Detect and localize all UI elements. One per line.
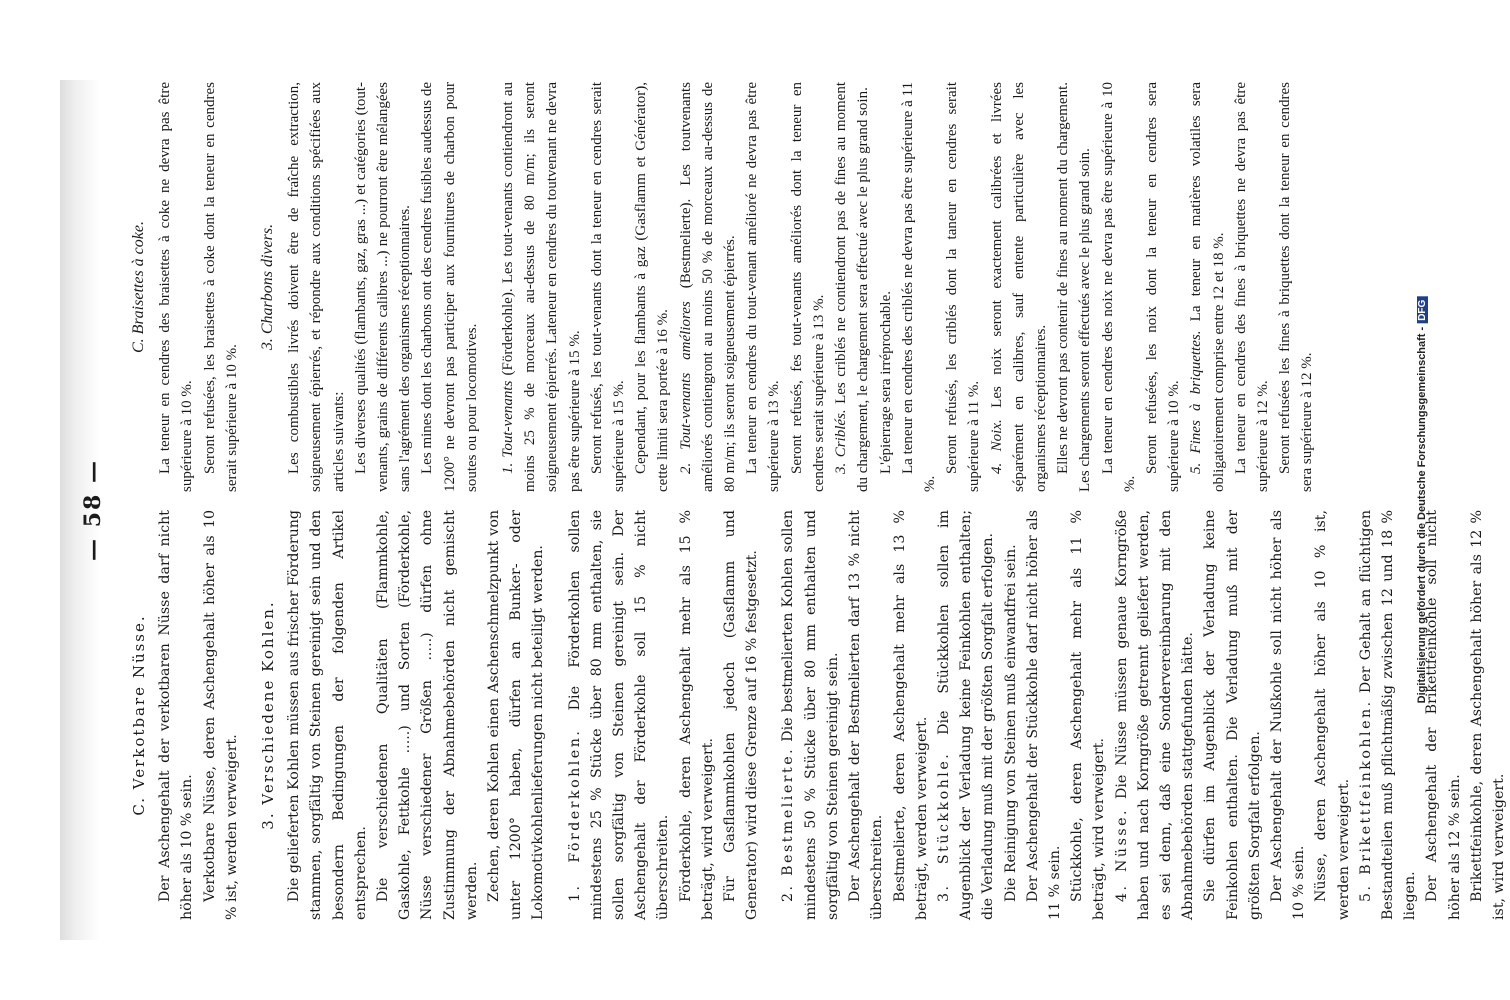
german-section-1-c: Für Gasflammkohlen jedoch (Gasflamm und Generator) wird diese Grenze auf 16 % festgesetzt. xyxy=(722,510,761,920)
french-heading-c: C. Braisettes à coke. xyxy=(130,221,147,353)
french-column xyxy=(128,82,1319,492)
german-section-3-b: Die Reinigung von Steinen muß einwandfrei sein. xyxy=(1002,544,1019,902)
german-section-2-b: Der Aschengehalt der Bestmelierten darf 13 % nicht überschreiten. xyxy=(847,510,886,920)
page-number: — 58 — xyxy=(80,459,106,561)
french-c-paragraph-2: Seront refusées, les braisettes à coke dont la teneur en cendres serait supérieure à 10 %. xyxy=(201,82,240,492)
german-section-1-b: Förderkohle, deren Aschengehalt mehr als 15 % beträgt, wird verweigert. xyxy=(677,510,716,920)
german-section-2-c: Bestmelierte, deren Aschengehalt mehr als 13 % beträgt, werden verweigert. xyxy=(891,510,930,920)
french-section-3-d: Seront refusés, les criblés dont la taneur en cendres serait supérieure à 11 %. xyxy=(944,82,983,492)
digitization-credit-text: Digitalisierung gefördert durch die Deutsche Forschungsgemeinschaft - xyxy=(1416,326,1428,704)
german-c-paragraph-2: Verkotbare Nüsse, deren Aschengehalt höher als 10 % ist, werden verweigert. xyxy=(201,510,240,920)
french-section-1-heading: 1. Tout-venants xyxy=(500,380,517,474)
german-section-3 xyxy=(933,510,1000,920)
german-section-5-text: Der Gehalt an flüchtigen Bestandteilen muß pflichtmäßig zwischen 12 und 18 % liegen. xyxy=(1357,510,1419,920)
french-section-4-heading: 4. Noix. xyxy=(988,419,1005,474)
german-heading-c: C. Verkotbare Nüsse. xyxy=(130,614,148,816)
german-section-1-text: Die Förderkohlen sollen mindestens 25 % Stücke über 80 mm enthalten, sie sollen sorgfältig von Steinen gereinigt sein. Der Aschengehalt der Förderkohle soll 15 % nicht überschreiten. xyxy=(566,510,672,920)
german-section-4-c: Der Aschengehalt der Nußkohle soll nicht höher als 10 % sein. xyxy=(1268,510,1308,920)
french-section-4-text: Les noix seront exactement calibrées et livrées séparément en calibres, sauf entente particulière avec les organismes réceptionnaires. xyxy=(988,81,1049,492)
german-section-2-heading: 2. Bestmelierte. xyxy=(780,746,797,902)
german-heading-3: 3. Verschiedene Kohlen. xyxy=(259,600,278,830)
german-section-5-heading: 5. Brikettfeinkohlen. xyxy=(1357,699,1374,902)
french-section-1 xyxy=(497,82,586,492)
german-section-3-text: Die Stückkohlen sollen im Augenblick der Verladung keine Feinkohlen enthalten; die Verladung muß mit der größten Sorgfalt erfolgen. xyxy=(935,510,997,920)
german-kohlen-paragraph-3: Zechen, deren Kohlen einen Aschenschmelzpunkt von unter 1200° haben, dürfen an Bunker- oder Lokomotivkohlenlieferungen nicht beteiligt werden. xyxy=(486,510,547,920)
german-section-5 xyxy=(1355,510,1422,920)
german-section-5-b: Der Aschengehalt der Brikettfeinkohle soll nicht höher als 12 % sein. xyxy=(1424,510,1463,920)
french-section-4-d: Seront refusées, les noix dont la teneur en cendres sera supérieure à 10 %. xyxy=(1143,82,1183,492)
french-section-5-text: La teneur en matières volatiles sera obligatoirement comprise entre 12 et 18 %. xyxy=(1188,82,1227,492)
german-section-3-d: Stückkohle, deren Aschengehalt mehr als 11 % beträgt, wird verweigert. xyxy=(1069,510,1108,920)
german-kohlen-paragraph-1: Die gelieferten Kohlen müssen aus frischer Förderung stammen, sorgfältig von Steinen gereinigt sein und den besondern Bedingungen der folgenden Artikel entsprechen. xyxy=(286,510,369,920)
german-section-2 xyxy=(777,510,844,920)
german-section-5-c: Brikettfeinkohle, deren Aschengehalt höher als 12 % ist, wird verweigert. xyxy=(1468,510,1507,920)
french-section-2 xyxy=(675,82,742,492)
dfg-logo: DFG xyxy=(1417,297,1428,324)
german-column xyxy=(128,510,1510,920)
french-section-3-heading: 3. Criblés. xyxy=(833,409,850,474)
french-section-2-b: La teneur en cendres du tout-venant amélioré ne devra pas être supérieure à 13 %. xyxy=(744,82,783,492)
french-section-5-c: Seront refusées les fines à briquettes dont la teneur en cendres sera supérieure à 12 %. xyxy=(1277,82,1316,492)
french-section-2-text: (Bestmelierte). Les toutvenants améliorés contiengront au moins 50 % de morceaux au-dessus de 80 m/m; ils seront soigneusement épierrés. xyxy=(677,82,739,492)
french-section-5 xyxy=(1185,82,1229,492)
french-section-3-b: L'épierrage sera irréprochable. xyxy=(877,290,894,474)
french-section-2-heading: 2. Tout-venants améliores xyxy=(677,301,694,474)
french-section-1-c: Cependant, pour les flambants à gaz (Gasflamm et Générator), cette limiti sera portée à 16 %. xyxy=(633,82,672,492)
french-heading-3: 3. Charbons divers. xyxy=(259,223,277,351)
french-charbons-paragraph-2: Les diverses qualités (flambants, gaz, gras ...) et catégories (tout-venants, grains de différents calibres ...) ne pourront être mélangées sans l'agrément des organismes réceptionnaires. xyxy=(352,82,414,492)
french-section-1-text: (Förderkohle). Les tout-venants contiendront au moins 25 % de morceaux au-dessus de 80 m/m; ils seront soigneusement épierrés. Lateneur en cendres du toutvenant ne devra pas être supérieure à 15 %. xyxy=(500,81,583,492)
digitization-credit xyxy=(1416,297,1428,704)
french-section-5-b: La teneur en cendres des fines à briquettes ne devra pas être supérieure à 12 %. xyxy=(1232,82,1271,492)
french-charbons-paragraph-3: Les mines dont les charbons ont des cendres fusibles audessus de 1200° ne devront pas participer aux fournitures de charbon pour soutes ou pour locomotives. xyxy=(419,82,480,492)
french-section-3-text: Les criblés ne contiendront pas de fines au moment du chargement, le chargement sera effectué avec le plus grand soin. xyxy=(833,82,872,492)
french-section-4-b: Elles ne devront pas contenir de fines au moment du chargement. Les chargements seront effectués avec le plus grand soin. xyxy=(1055,82,1094,492)
german-section-1-heading: 1. Förderkohlen. xyxy=(566,728,583,902)
french-section-3 xyxy=(830,82,874,492)
french-section-1-b: Seront refusés, les tout-venants dont la teneur en cendres serait supérieure à 15 %. xyxy=(588,82,628,492)
french-charbons-paragraph-1: Les combustibles livrés doivent être de fraîche extraction, soigneusement épierrés, et répondre aux conditions spécifiées aux articles suivants: xyxy=(286,82,347,492)
german-section-4-text: Die Nüsse müssen genaue Korngröße haben und nach Korngröße getrennt geliefert werden, es sei denn, daß eine Sondervereinbarung mit den Abnahmebehörden stattgefunden hätte. xyxy=(1113,510,1197,920)
french-c-paragraph-1: La teneur en cendres des braisettes à coke ne devra pas être supérieure à 10 %. xyxy=(157,82,196,492)
german-section-4-heading: 4. Nüsse. xyxy=(1113,807,1130,902)
german-section-4 xyxy=(1111,510,1200,920)
french-section-2-c: Seront refusés, fes tout-venants améliorés dont la teneur en cendres serait supérieure à 13 %. xyxy=(788,82,827,492)
german-section-4-b: Sie dürfen im Augenblick der Verladung keine Feinkohlen enthalten. Die Verladung muß mit der größten Sorgfalt erfolgen. xyxy=(1202,510,1263,920)
german-section-4-d: Nüsse, deren Aschengehalt höher als 10 % ist, werden verweigert. xyxy=(1313,510,1352,920)
french-section-4-c: La teneur en cendres des noix ne devra pas être supérieure à 10 %. xyxy=(1099,82,1138,492)
german-section-3-heading: 3. Stückkohle. xyxy=(935,751,952,902)
german-c-paragraph-1: Der Aschengehalt der verkotbaren Nüsse darf nicht höher als 10 % sein. xyxy=(157,510,196,920)
french-section-3-c: La teneur en cendres des criblés ne devra pas être supérieure à 11 %. xyxy=(899,82,938,492)
german-section-1 xyxy=(564,510,675,920)
french-section-5-heading: 5. Fines à briquettes. xyxy=(1188,330,1205,474)
german-kohlen-paragraph-2: Die verschiedenen Qualitäten (Flammkohle, Gaskohle, Fettkohle .....) und Sorten (Förderkohle, Nüsse verschiedener Größen .....) dürfen ohne Zustimmung der Abnahmebehörden nicht gemischt werden. xyxy=(375,510,480,920)
german-section-3-c: Der Aschengehalt der Stückkohle darf nicht höher als 11 % sein. xyxy=(1024,510,1063,920)
german-section-2-text: Die bestmelierten Kohlen sollen mindestens 50 % Stücke über 80 mm enthalten und sorgfältig von Steinen gereinigt sein. xyxy=(780,510,841,920)
french-section-4 xyxy=(986,82,1053,492)
